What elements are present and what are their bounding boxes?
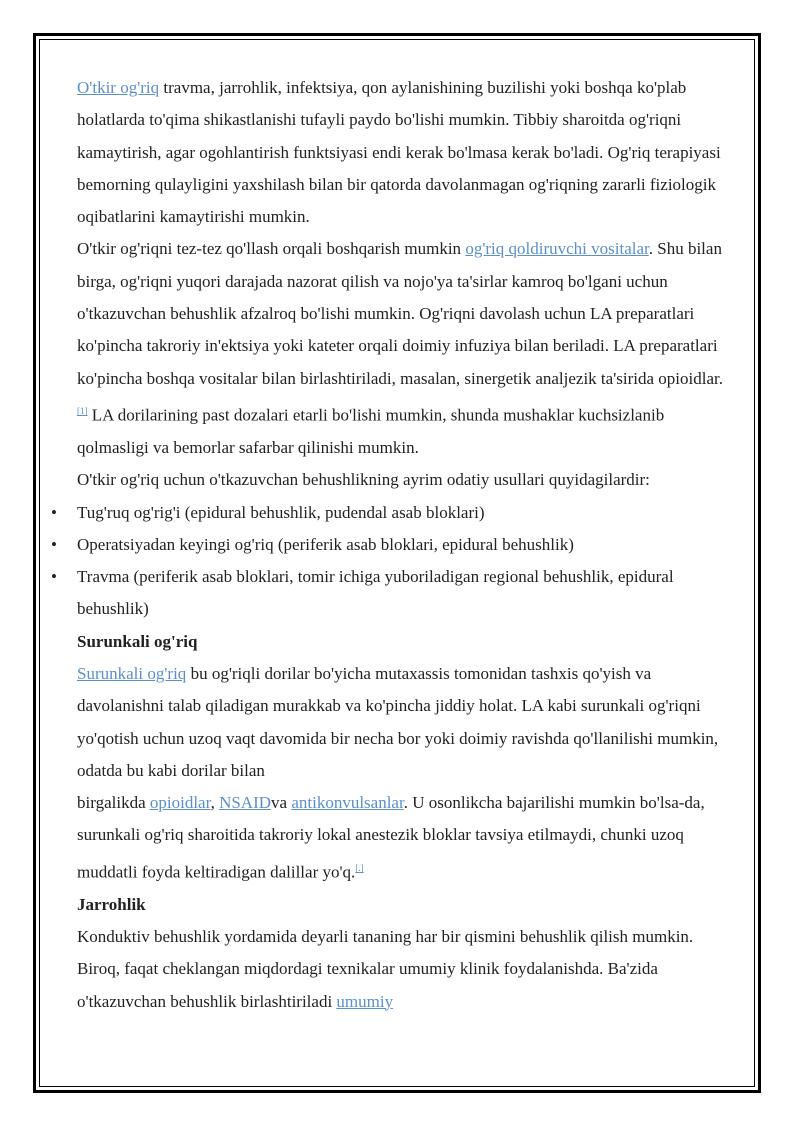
link-chronic-pain[interactable]: Surunkali og'riq (77, 664, 187, 683)
paragraph-chronic-pain: Surunkali og'riq bu og'riqli dorilar bo'yicha mutaxassis tomonidan tashxis qo'yish va davolanishni talab qiladigan murakkab va ko'pincha jiddiy holat. LA kabi surunkali og'riqni yo'qotish uchun uzoq vaqt davomida bir necha bor yoki doimiy ravishda qo'llanilishi mumkin, odatda bu kabi dorilar bilan birgalikda opioidlar, NSAIDva antikonvulsanlar. U osonlikcha bajarilishi mumkin bo'lsa-da, surunkali og'riq sharoitida takroriy lokal anestezik bloklar tavsiya etilmaydi, chunki uzoq muddatli foyda keltiradigan dalillar yo'q.[.] (77, 664, 719, 882)
link-acute-pain[interactable]: O'tkir og'riq (77, 78, 160, 97)
paragraph-surgery: Konduktiv behushlik yordamida deyarli tananing har bir qismini behushlik qilish mumkin. Biroq, faqat cheklangan miqdordagi texnikalar umumiy klinik foydalanishda. Ba'zida o'tkazuvchan behushlik birlashtiriladi umumiy (77, 927, 694, 1011)
reference-1[interactable]: [1] (77, 405, 88, 416)
article-body (77, 72, 727, 1018)
methods-list (77, 497, 727, 626)
link-analgesics[interactable]: og'riq qoldiruvchi vositalar (465, 239, 649, 259)
list-item: • Travma (periferik asab bloklari, tomir ichiga yuboriladigan regional behushlik, epidural behushlik) (77, 561, 727, 626)
link-nsaid[interactable]: NSAID (219, 793, 272, 813)
link-anticonvulsants[interactable]: antikonvulsanlar (291, 793, 404, 813)
reference-2[interactable]: [.] (355, 862, 364, 873)
list-item: • Operatsiyadan keyingi og'riq (periferik asab bloklari, epidural behushlik) (77, 529, 727, 561)
link-general[interactable]: umumiy (336, 991, 394, 1011)
paragraph-methods-intro: O'tkir og'riq uchun o'tkazuvchan behushlikning ayrim odatiy usullari quyidagilardir: (77, 470, 650, 490)
heading-surgery: Jarrohlik (77, 894, 146, 914)
paragraph-acute-pain: O'tkir og'riq travma, jarrohlik, infektsiya, qon aylanishining buzilishi yoki boshqa ko'plab holatlarda to'qima shikastlanishi tufayli paydo bo'lishi mumkin. Tibbiy sharoitda og'riqni kamaytirish, agar ogohlantirish funktsiyasi endi kerak bo'lmasa kerak bo'ladi. Og'riq terapiyasi bemorning qulayligini yaxshilash bilan bir qatorda davolanmagan og'riqning zararli fiziologik oqibatlarini kamaytirishi mumkin. (77, 78, 721, 227)
list-item: • Tug'ruq og'rig'i (epidural behushlik, pudendal asab bloklari) (77, 497, 727, 529)
heading-chronic-pain: Surunkali og'riq (77, 631, 198, 651)
link-opioids[interactable]: opioidlar (149, 793, 211, 813)
paragraph-analgesics: O'tkir og'riqni tez-tez qo'llash orqali boshqarish mumkin og'riq qoldiruvchi vositalar. Shu bilan birga, og'riqni yuqori darajada nazorat qilish va nojo'ya ta'sirlar kamroq bo'lgani uchun o'tkazuvchan behushlik afzalroq bo'lishi mumkin. Og'riqni davolash uchun LA preparatlari ko'pincha takroriy in'ektsiya yoki kateter orqali doimiy infuziya bilan beriladi. LA preparatlari ko'pincha boshqa vositalar bilan birlashtiriladi, masalan, sinergetik analjezik ta'sirida opioidlar.[1] LA dorilarining past dozalari etarli bo'lishi mumkin, shunda mushaklar kuchsizlanib qolmasligi va bemorlar safarbar qilinishi mumkin. (77, 239, 723, 457)
